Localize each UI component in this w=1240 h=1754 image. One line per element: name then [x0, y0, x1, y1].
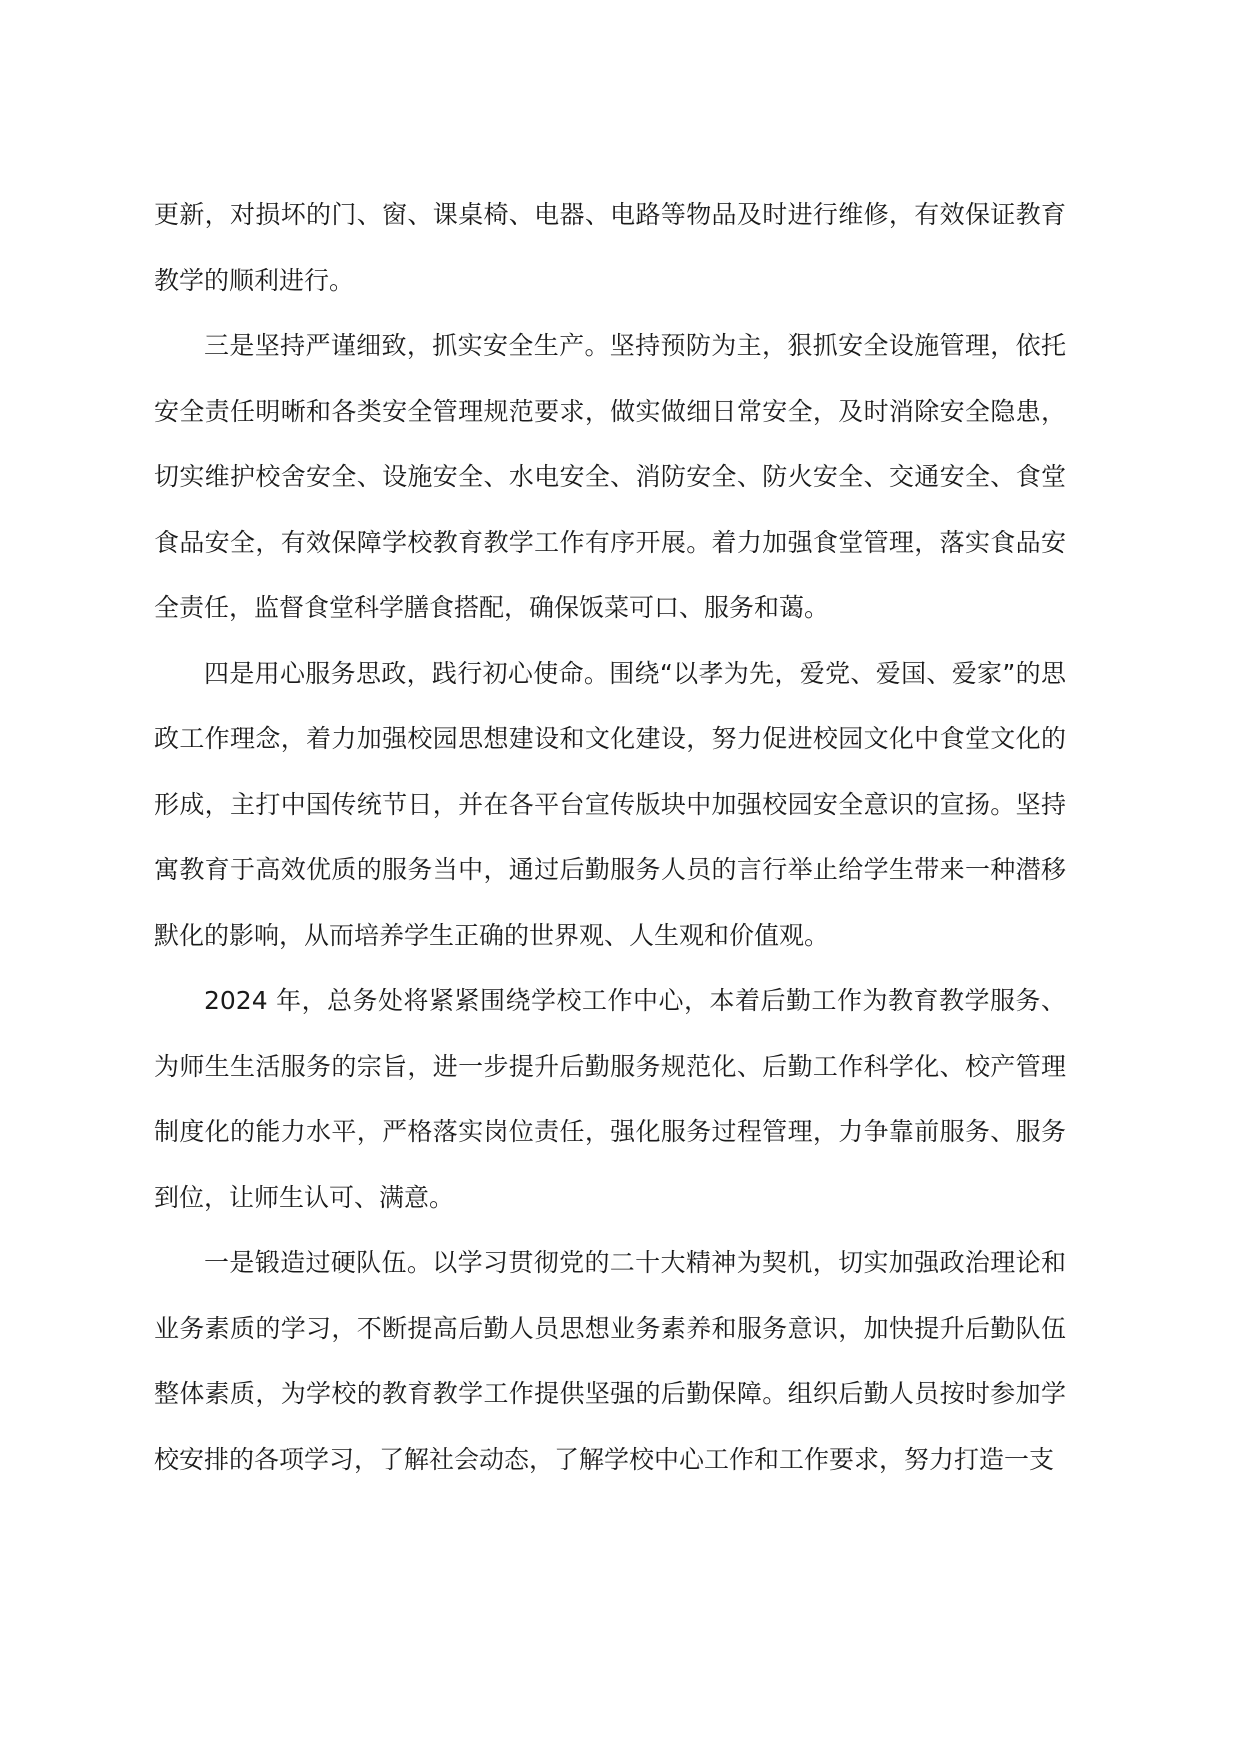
paragraph-safety-production: 三是坚持严谨细致，抓实安全生产。坚持预防为主，狠抓安全设施管理，依托安全责任明晰和各类安全管理规范要求，做实做细日常安全，及时消除安全隐患，切实维护校舍安全、设施安全、水电安全、消防安全、防火安全、交通安全、食堂食品安全，有效保障学校教育教学工作有序开展。着力加强食堂管理，落实食品安全责任，监督食堂科学膳食搭配，确保饭菜可口、服务和蔼。	[154, 331, 1066, 622]
body-text	[154, 182, 1066, 1492]
paragraph-ideological-service: 四是用心服务思政，践行初心使命。围绕“以孝为先，爱党、爱国、爱家”的思政工作理念，着力加强校园思想建设和文化建设，努力促进校园文化中食堂文化的形成，主打中国传统节日，并在各平台宣传版块中加强校园安全意识的宣扬。坚持寓教育于高效优质的服务当中，通过后勤服务人员的言行举止给学生带来一种潜移默化的影响，从而培养学生正确的世界观、人生观和价值观。	[154, 658, 1066, 950]
paragraph-2024-plan: 2024 年，总务处将紧紧围绕学校工作中心，本着后勤工作为教育教学服务、为师生生活服务的宗旨，进一步提升后勤服务规范化、后勤工作科学化、校产管理制度化的能力水平，严格落实岗位责任，强化服务过程管理，力争靠前服务、服务到位，让师生认可、满意。	[154, 986, 1066, 1212]
paragraph-continuation: 更新，对损坏的门、窗、课桌椅、电器、电路等物品及时进行维修，有效保证教育教学的顺利进行。	[154, 200, 1066, 295]
paragraph-team-building: 一是锻造过硬队伍。以学习贯彻党的二十大精神为契机，切实加强政治理论和业务素质的学习，不断提高后勤人员思想业务素养和服务意识，加快提升后勤队伍整体素质，为学校的教育教学工作提供坚强的后勤保障。组织后勤人员按时参加学校安排的各项学习，了解社会动态，了解学校中心工作和工作要求，努力打造一支	[154, 1248, 1066, 1474]
